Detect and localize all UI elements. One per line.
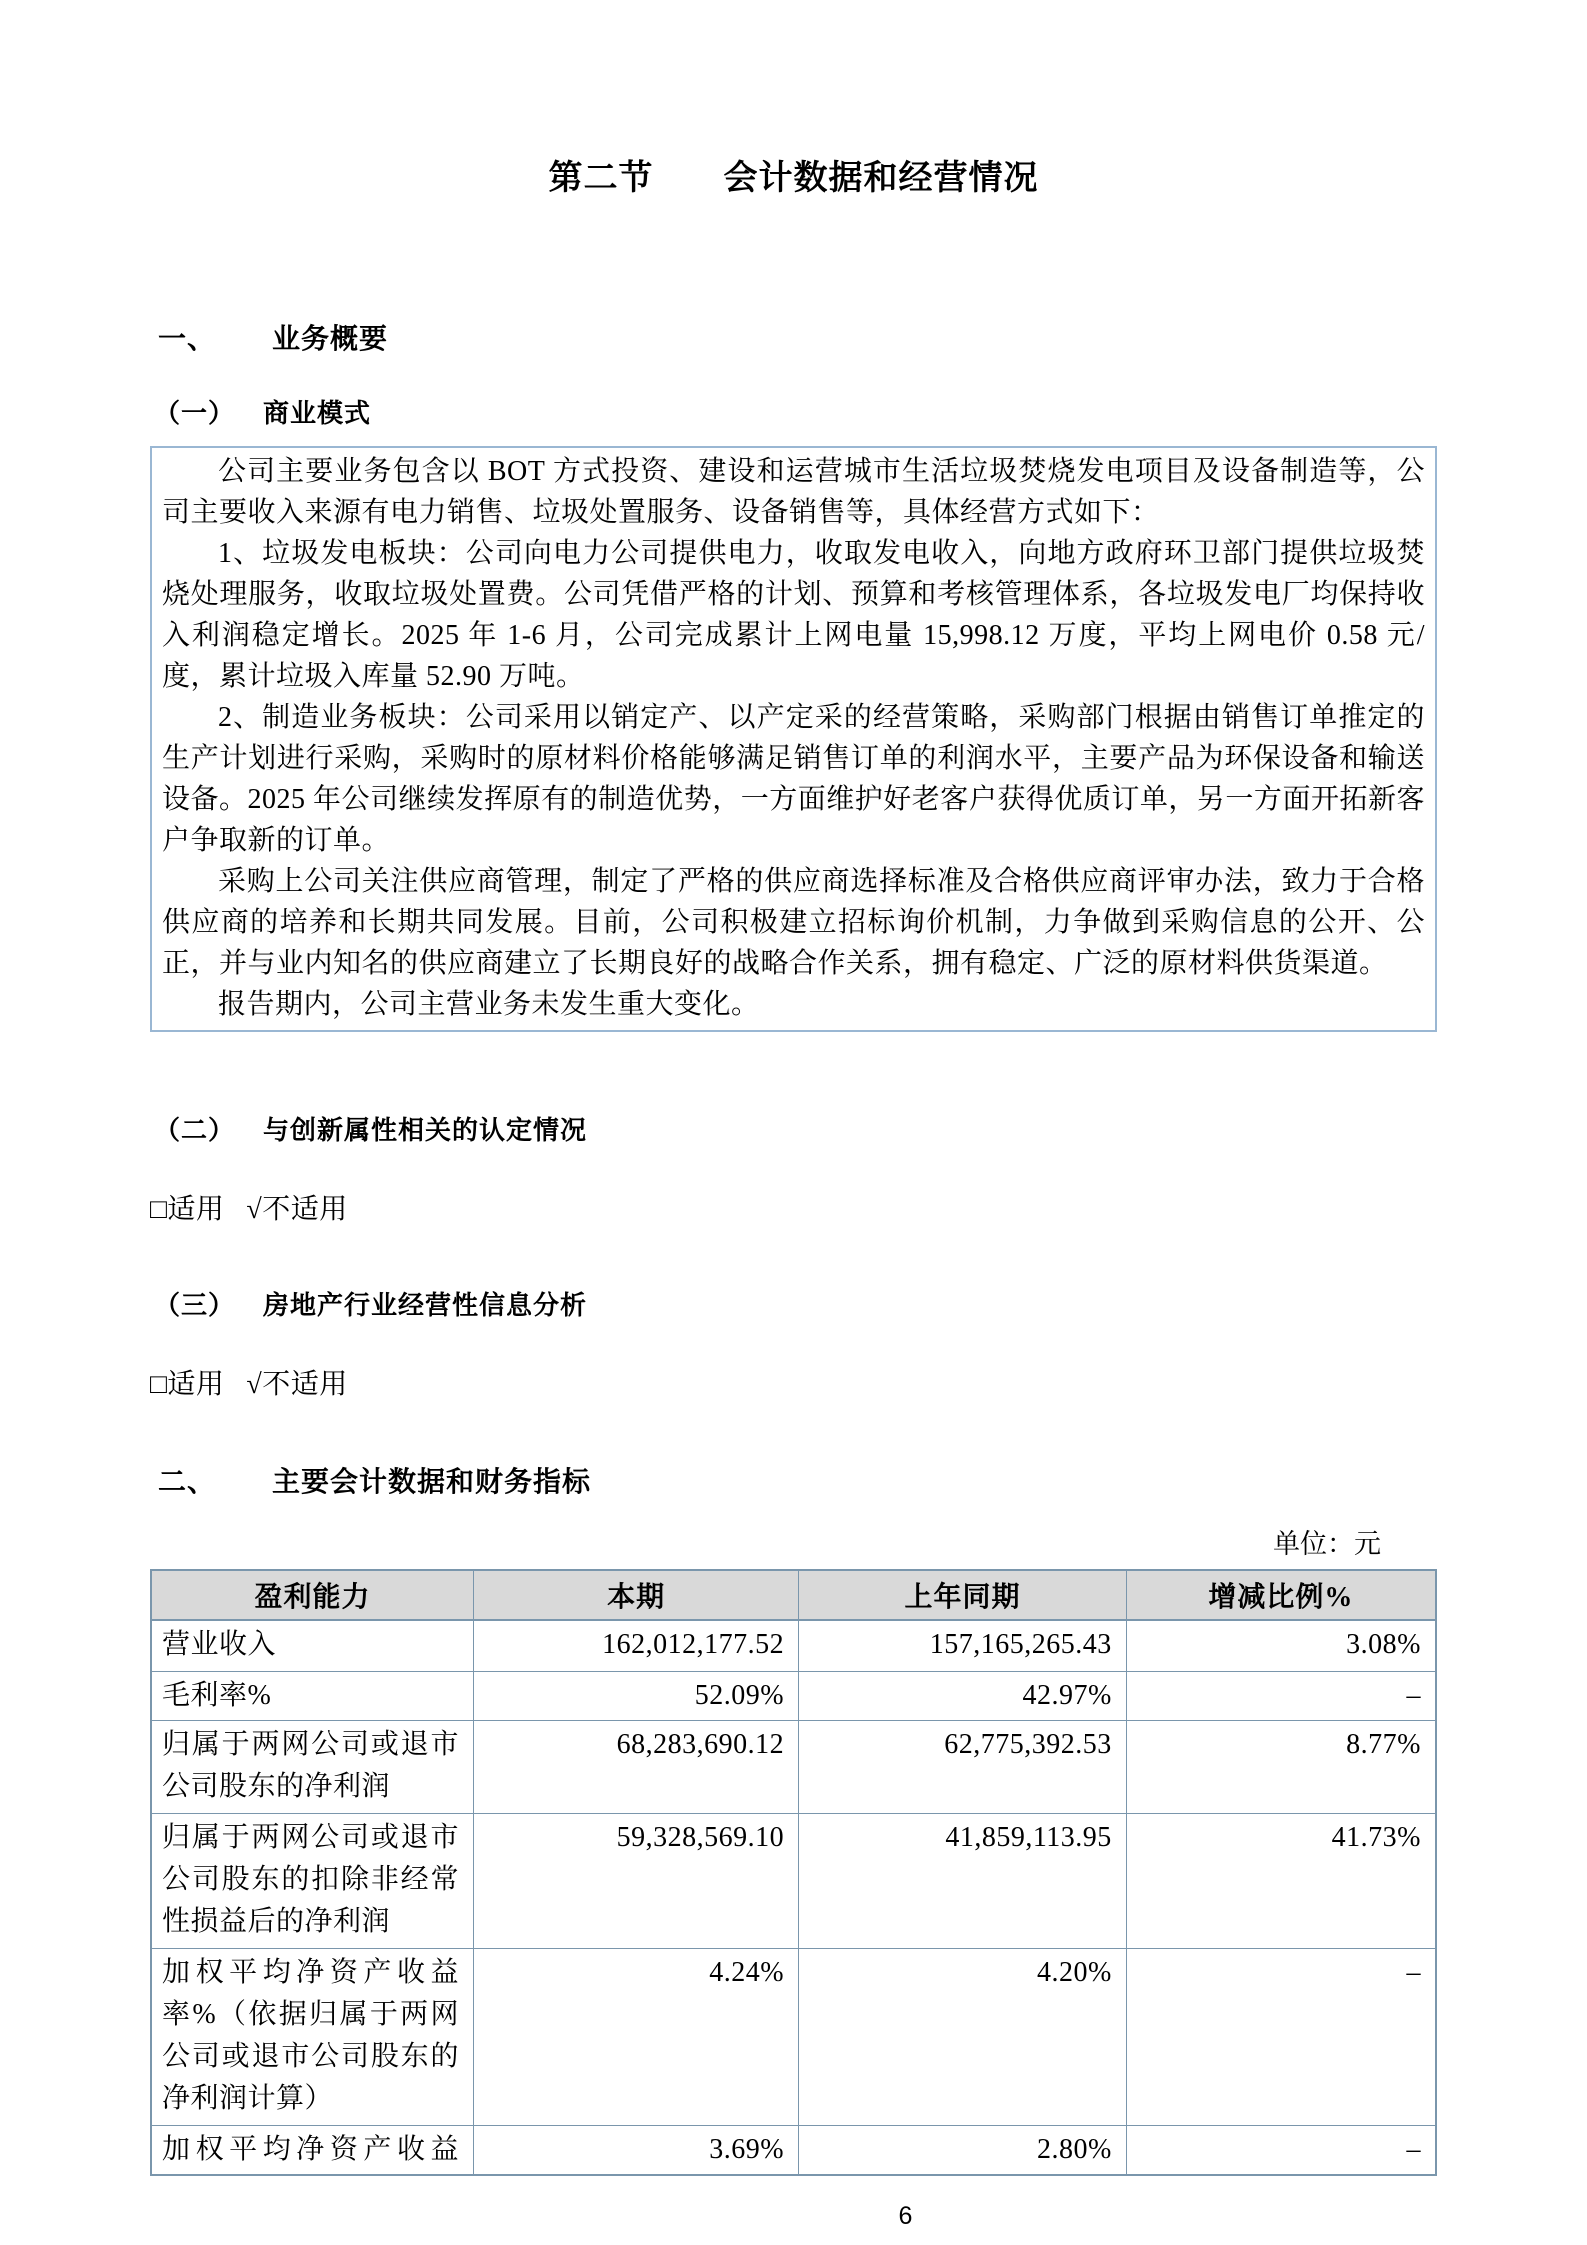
- column-header-current-period: 本期: [474, 1570, 799, 1620]
- row-label: 归属于两网公司或退市公司股东的净利润: [151, 1721, 474, 1814]
- row-prior-value: 41,859,113.95: [799, 1814, 1127, 1949]
- business-model-paragraph: 采购上公司关注供应商管理，制定了严格的供应商选择标准及合格供应商评审办法，致力于合格供应商的培养和长期共同发展。目前，公司积极建立招标询价机制，力争做到采购信息的公开、公正，并与业内知名的供应商建立了长期良好的战略合作关系，拥有稳定、广泛的原材料供货渠道。: [162, 866, 1425, 979]
- row-current-value: 4.24%: [474, 1949, 799, 2126]
- row-current-value: 52.09%: [474, 1672, 799, 1721]
- row-prior-value: 4.20%: [799, 1949, 1127, 2126]
- column-header-prior-period: 上年同期: [799, 1570, 1127, 1620]
- row-prior-value: 42.97%: [799, 1672, 1127, 1721]
- table-row: [151, 1814, 1436, 1949]
- table-row: [151, 1672, 1436, 1721]
- section-1-title: 业务概要: [272, 324, 389, 355]
- page-title: 第二节 会计数据和经营情况: [548, 159, 1039, 197]
- row-prior-value: 2.80%: [799, 2126, 1127, 2176]
- checkbox-applicable-unchecked: □适用: [150, 1369, 225, 1400]
- checkbox-applicable-unchecked: □适用: [150, 1194, 225, 1225]
- table-header-row: [151, 1570, 1436, 1620]
- business-model-text-box: [150, 446, 1437, 1032]
- financial-indicators-table: [150, 1569, 1437, 2176]
- table-row: [151, 1620, 1436, 1672]
- section-1-2-title: 与创新属性相关的认定情况: [263, 1116, 588, 1145]
- row-change-value: –: [1126, 2126, 1436, 2176]
- section-2-title: 主要会计数据和财务指标: [272, 1467, 592, 1498]
- row-current-value: 162,012,177.52: [474, 1620, 799, 1672]
- row-change-value: 8.77%: [1126, 1721, 1436, 1814]
- section-2-number: 二、: [158, 1467, 217, 1498]
- section-1-1-number: （一）: [154, 399, 236, 428]
- section-1-2-heading: [154, 1110, 1437, 1147]
- row-label: 营业收入: [151, 1620, 474, 1672]
- applicability-line-innovation: [150, 1187, 1437, 1227]
- row-label: 加权平均净资产收益率%（依据归属于两网公司或退市公司股东的净利润计算）: [151, 1949, 474, 2126]
- row-prior-value: 157,165,265.43: [799, 1620, 1127, 1672]
- business-model-paragraph: 1、垃圾发电板块：公司向电力公司提供电力，收取发电收入，向地方政府环卫部门提供垃圾焚烧处理服务，收取垃圾处置费。公司凭借严格的计划、预算和考核管理体系，各垃圾发电厂均保持收入利润稳定增长。2025 年 1-6 月，公司完成累计上网电量 15,998.12 万度，平均上网电价 0.58 元/度，累计垃圾入库量 52.90 万吨。: [162, 538, 1425, 692]
- section-1-1-title: 商业模式: [263, 399, 372, 428]
- checkbox-not-applicable-checked: √不适用: [246, 1194, 348, 1225]
- table-row: [151, 2126, 1436, 2176]
- column-header-profitability: 盈利能力: [151, 1570, 474, 1620]
- section-1-heading: [158, 317, 1437, 357]
- row-prior-value: 62,775,392.53: [799, 1721, 1127, 1814]
- section-1-1-heading: [154, 393, 1437, 430]
- section-1-2-number: （二）: [154, 1116, 236, 1145]
- section-2-heading: [158, 1460, 1437, 1500]
- row-current-value: 68,283,690.12: [474, 1721, 799, 1814]
- section-1-3-title: 房地产行业经营性信息分析: [263, 1291, 588, 1320]
- row-label: 加权平均净资产收益: [151, 2126, 474, 2176]
- row-label: 毛利率%: [151, 1672, 474, 1721]
- column-header-change-ratio: 增减比例%: [1126, 1570, 1436, 1620]
- page-number-value: 6: [898, 2202, 913, 2230]
- applicability-line-realestate: [150, 1362, 1437, 1402]
- business-model-paragraph: 报告期内，公司主营业务未发生重大变化。: [218, 989, 760, 1020]
- checkbox-not-applicable-checked: √不适用: [246, 1369, 348, 1400]
- table-row: [151, 1721, 1436, 1814]
- row-change-value: 41.73%: [1126, 1814, 1436, 1949]
- row-change-value: 3.08%: [1126, 1620, 1436, 1672]
- business-model-paragraph: 公司主要业务包含以 BOT 方式投资、建设和运营城市生活垃圾焚烧发电项目及设备制造等，公司主要收入来源有电力销售、垃圾处置服务、设备销售等，具体经营方式如下：: [162, 456, 1425, 528]
- row-change-value: –: [1126, 1672, 1436, 1721]
- table-row: [151, 1949, 1436, 2126]
- section-1-number: 一、: [158, 324, 217, 355]
- section-1-3-number: （三）: [154, 1291, 236, 1320]
- page-number: [150, 2202, 1437, 2231]
- row-label: 归属于两网公司或退市公司股东的扣除非经常性损益后的净利润: [151, 1814, 474, 1949]
- row-current-value: 59,328,569.10: [474, 1814, 799, 1949]
- business-model-paragraph: 2、制造业务板块：公司采用以销定产、以产定采的经营策略，采购部门根据由销售订单推定的生产计划进行采购，采购时的原材料价格能够满足销售订单的利润水平，主要产品为环保设备和输送设备。2025 年公司继续发挥原有的制造优势，一方面维护好老客户获得优质订单，另一方面开拓新客户争取新的订单。: [162, 702, 1425, 856]
- row-change-value: –: [1126, 1949, 1436, 2126]
- row-current-value: 3.69%: [474, 2126, 799, 2176]
- unit-note: 单位：元: [1273, 1529, 1381, 1559]
- section-1-3-heading: [154, 1285, 1437, 1322]
